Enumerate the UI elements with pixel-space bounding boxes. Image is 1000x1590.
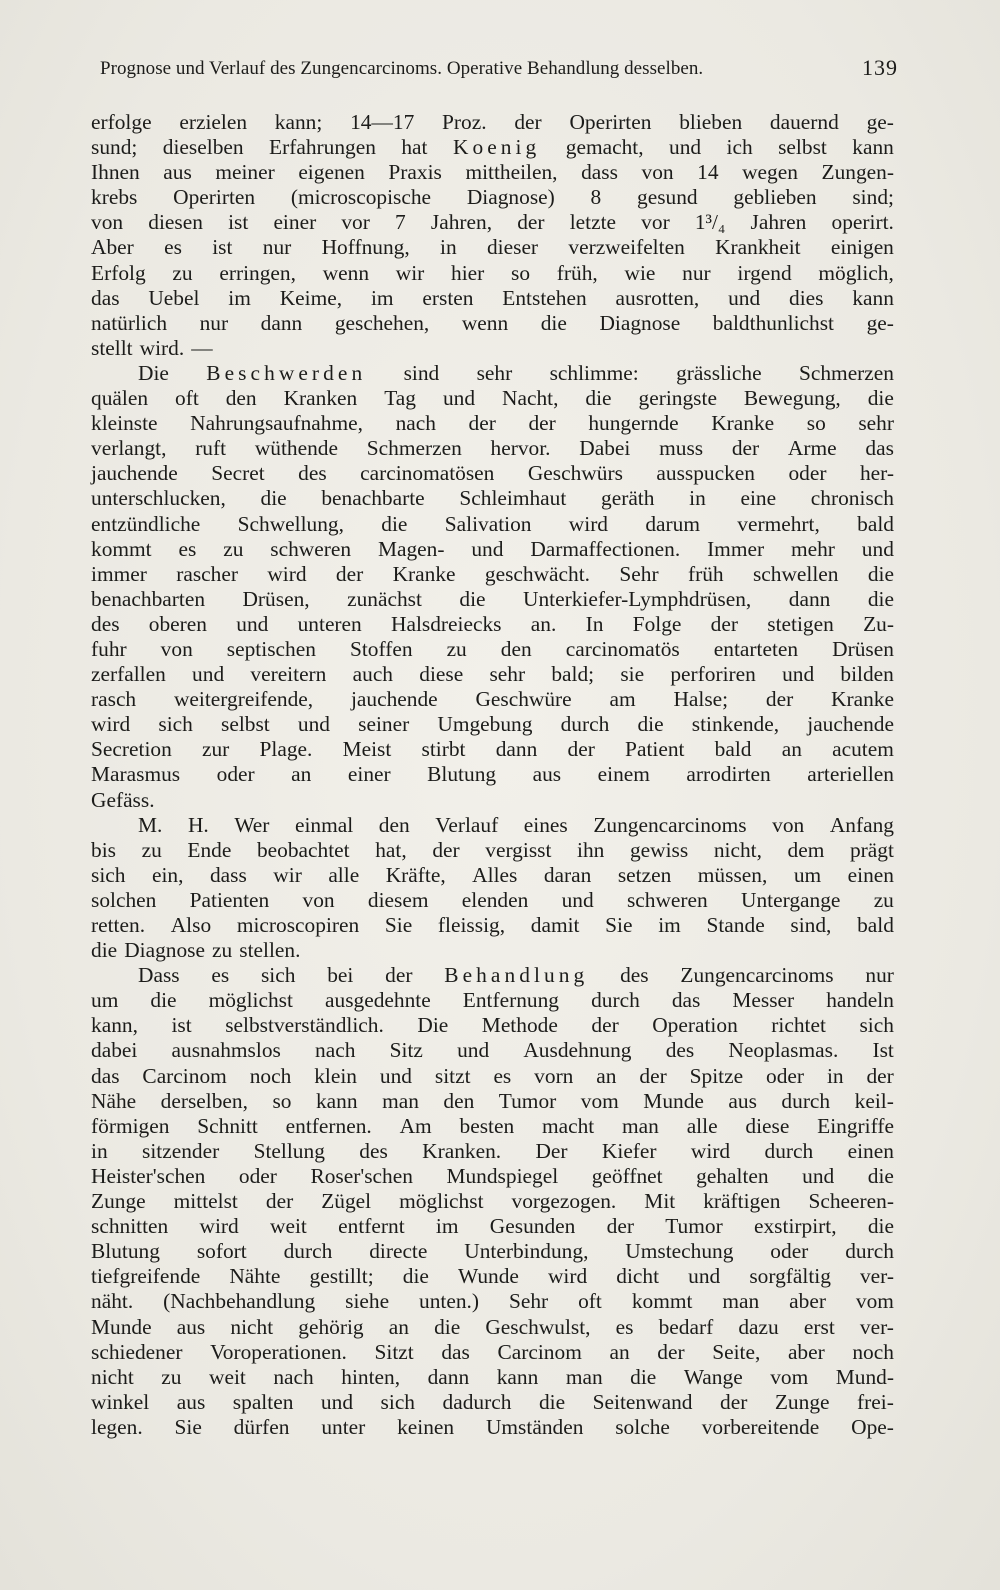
text-line: solchen Patienten von diesem elenden und schweren Untergange zu (91, 887, 894, 912)
page-header (100, 52, 898, 86)
text-line: kann, ist selbstverständlich. Die Methode der Operation richtet sich (91, 1013, 894, 1038)
text-line: rasch weitergreifende, jauchende Geschwüre am Halse; der Kranke (91, 687, 894, 712)
text-line: das Carcinom noch klein und sitzt es vorn an der Spitze oder in der (91, 1063, 894, 1088)
text-line: des oberen und unteren Halsdreiecks an. In Folge der stetigen Zu- (91, 611, 894, 636)
text-line: sich ein, dass wir alle Kräfte, Alles daran setzen müssen, um einen (91, 862, 894, 887)
text-line: natürlich nur dann geschehen, wenn die Diagnose baldthunlichst ge- (91, 310, 894, 335)
text-line: in sitzender Stellung des Kranken. Der Kiefer wird durch einen (91, 1138, 894, 1163)
text-line: zerfallen und vereitern auch diese sehr bald; sie perforiren und bilden (91, 662, 894, 687)
text-line: Dass es sich bei der Behandlung des Zungencarcinoms nur (138, 963, 894, 988)
text-line: Erfolg zu erringen, wenn wir hier so früh, wie nur irgend möglich, (91, 260, 894, 285)
text-line: Munde aus nicht gehörig an die Geschwulst, es bedarf dazu erst ver- (91, 1314, 894, 1339)
text-line: das Uebel im Keime, im ersten Entstehen ausrotten, und dies kann (91, 285, 894, 310)
text-line: Secretion zur Plage. Meist stirbt dann der Patient bald an acutem (91, 737, 894, 762)
text-line: schiedener Voroperationen. Sitzt das Carcinom an der Seite, aber noch (91, 1339, 894, 1364)
text-line: krebs Operirten (microscopische Diagnose) 8 gesund geblieben sind; (91, 185, 894, 210)
text-line: förmigen Schnitt entfernen. Am besten macht man alle diese Eingriffe (91, 1113, 894, 1138)
running-head: Prognose und Verlauf des Zungencarcinoms. Operative Behandlung desselben. (100, 58, 704, 79)
text-line: legen. Sie dürfen unter keinen Umständen solche vorbereitende Ope- (91, 1414, 894, 1439)
text-line: immer rascher wird der Kranke geschwächt. Sehr früh schwellen die (91, 561, 894, 586)
text-line: Blutung sofort durch directe Unterbindung, Umstechung oder durch (91, 1239, 894, 1264)
text-line: sund; dieselben Erfahrungen hat Koenig gemacht, und ich selbst kann (91, 135, 894, 160)
text-line: stellt wird. — (91, 335, 213, 360)
text-line: wird sich selbst und seiner Umgebung durch die stinkende, jauchende (91, 712, 894, 737)
text-line: erfolge erzielen kann; 14—17 Proz. der Operirten blieben dauernd ge- (91, 110, 894, 134)
text-line: quälen oft den Kranken Tag und Nacht, die geringste Bewegung, die (91, 386, 894, 411)
text-line: Zunge mittelst der Zügel möglichst vorgezogen. Mit kräftigen Scheeren- (91, 1189, 894, 1214)
text-line: von diesen ist einer vor 7 Jahren, der letzte vor 1³/₄ Jahren operirt. (91, 210, 894, 235)
text-line: Ihnen aus meiner eigenen Praxis mittheilen, dass von 14 wegen Zungen- (91, 160, 894, 185)
text-line: M. H. Wer einmal den Verlauf eines Zungencarcinoms von Anfang (138, 812, 894, 837)
text-line: unterschlucken, die benachbarte Schleimhaut geräth in eine chronisch (91, 486, 894, 511)
text-line: Nähe derselben, so kann man den Tumor vom Munde aus durch keil- (91, 1088, 894, 1113)
page-number: 139 (862, 55, 898, 80)
text-line: fuhr von septischen Stoffen zu den carcinomatös entarteten Drüsen (91, 636, 894, 661)
text-line: retten. Also microscopiren Sie fleissig, damit Sie im Stande sind, bald (91, 913, 894, 937)
text-line: Marasmus oder an einer Blutung aus einem arrodirten arteriellen (91, 762, 894, 787)
text-line: schnitten wird weit entfernt im Gesunden der Tumor exstirpirt, die (91, 1214, 894, 1239)
text-line: die Diagnose zu stellen. (91, 938, 301, 963)
text-line: Gefäss. (91, 787, 155, 812)
text-line: verlangt, ruft wüthende Schmerzen hervor. Dabei muss der Arme das (91, 436, 894, 461)
text-line: kommt es zu schweren Magen- und Darmaffectionen. Immer mehr und (91, 536, 894, 561)
text-line: tiefgreifende Nähte gestillt; die Wunde wird dicht und sorgfältig ver- (91, 1264, 894, 1289)
text-line: Die Beschwerden sind sehr schlimme: grässliche Schmerzen (138, 360, 894, 385)
text-line: bis zu Ende beobachtet hat, der vergisst ihn gewiss nicht, dem prägt (91, 837, 894, 862)
text-line: entzündliche Schwellung, die Salivation wird darum vermehrt, bald (91, 511, 894, 536)
text-line: näht. (Nachbehandlung siehe unten.) Sehr oft kommt man aber vom (91, 1289, 894, 1314)
text-line: nicht zu weit nach hinten, dann kann man die Wange vom Mund- (91, 1364, 894, 1389)
text-line: dabei ausnahmslos nach Sitz und Ausdehnung des Neoplasmas. Ist (91, 1038, 894, 1063)
text-line: kleinste Nahrungsaufnahme, nach der der hungernde Kranke so sehr (91, 411, 894, 436)
text-line: benachbarten Drüsen, zunächst die Unterkiefer-Lymphdrüsen, dann die (91, 586, 894, 611)
text-line: winkel aus spalten und sich dadurch die Seitenwand der Zunge frei- (91, 1389, 894, 1414)
text-line: um die möglichst ausgedehnte Entfernung durch das Messer handeln (91, 988, 894, 1013)
text-line: Aber es ist nur Hoffnung, in dieser verzweifelten Krankheit einigen (91, 235, 894, 260)
text-line: jauchende Secret des carcinomatösen Geschwürs ausspucken oder her- (91, 461, 894, 486)
body-text (91, 110, 894, 1440)
text-line: Heister'schen oder Roser'schen Mundspiegel geöffnet gehalten und die (91, 1163, 894, 1188)
